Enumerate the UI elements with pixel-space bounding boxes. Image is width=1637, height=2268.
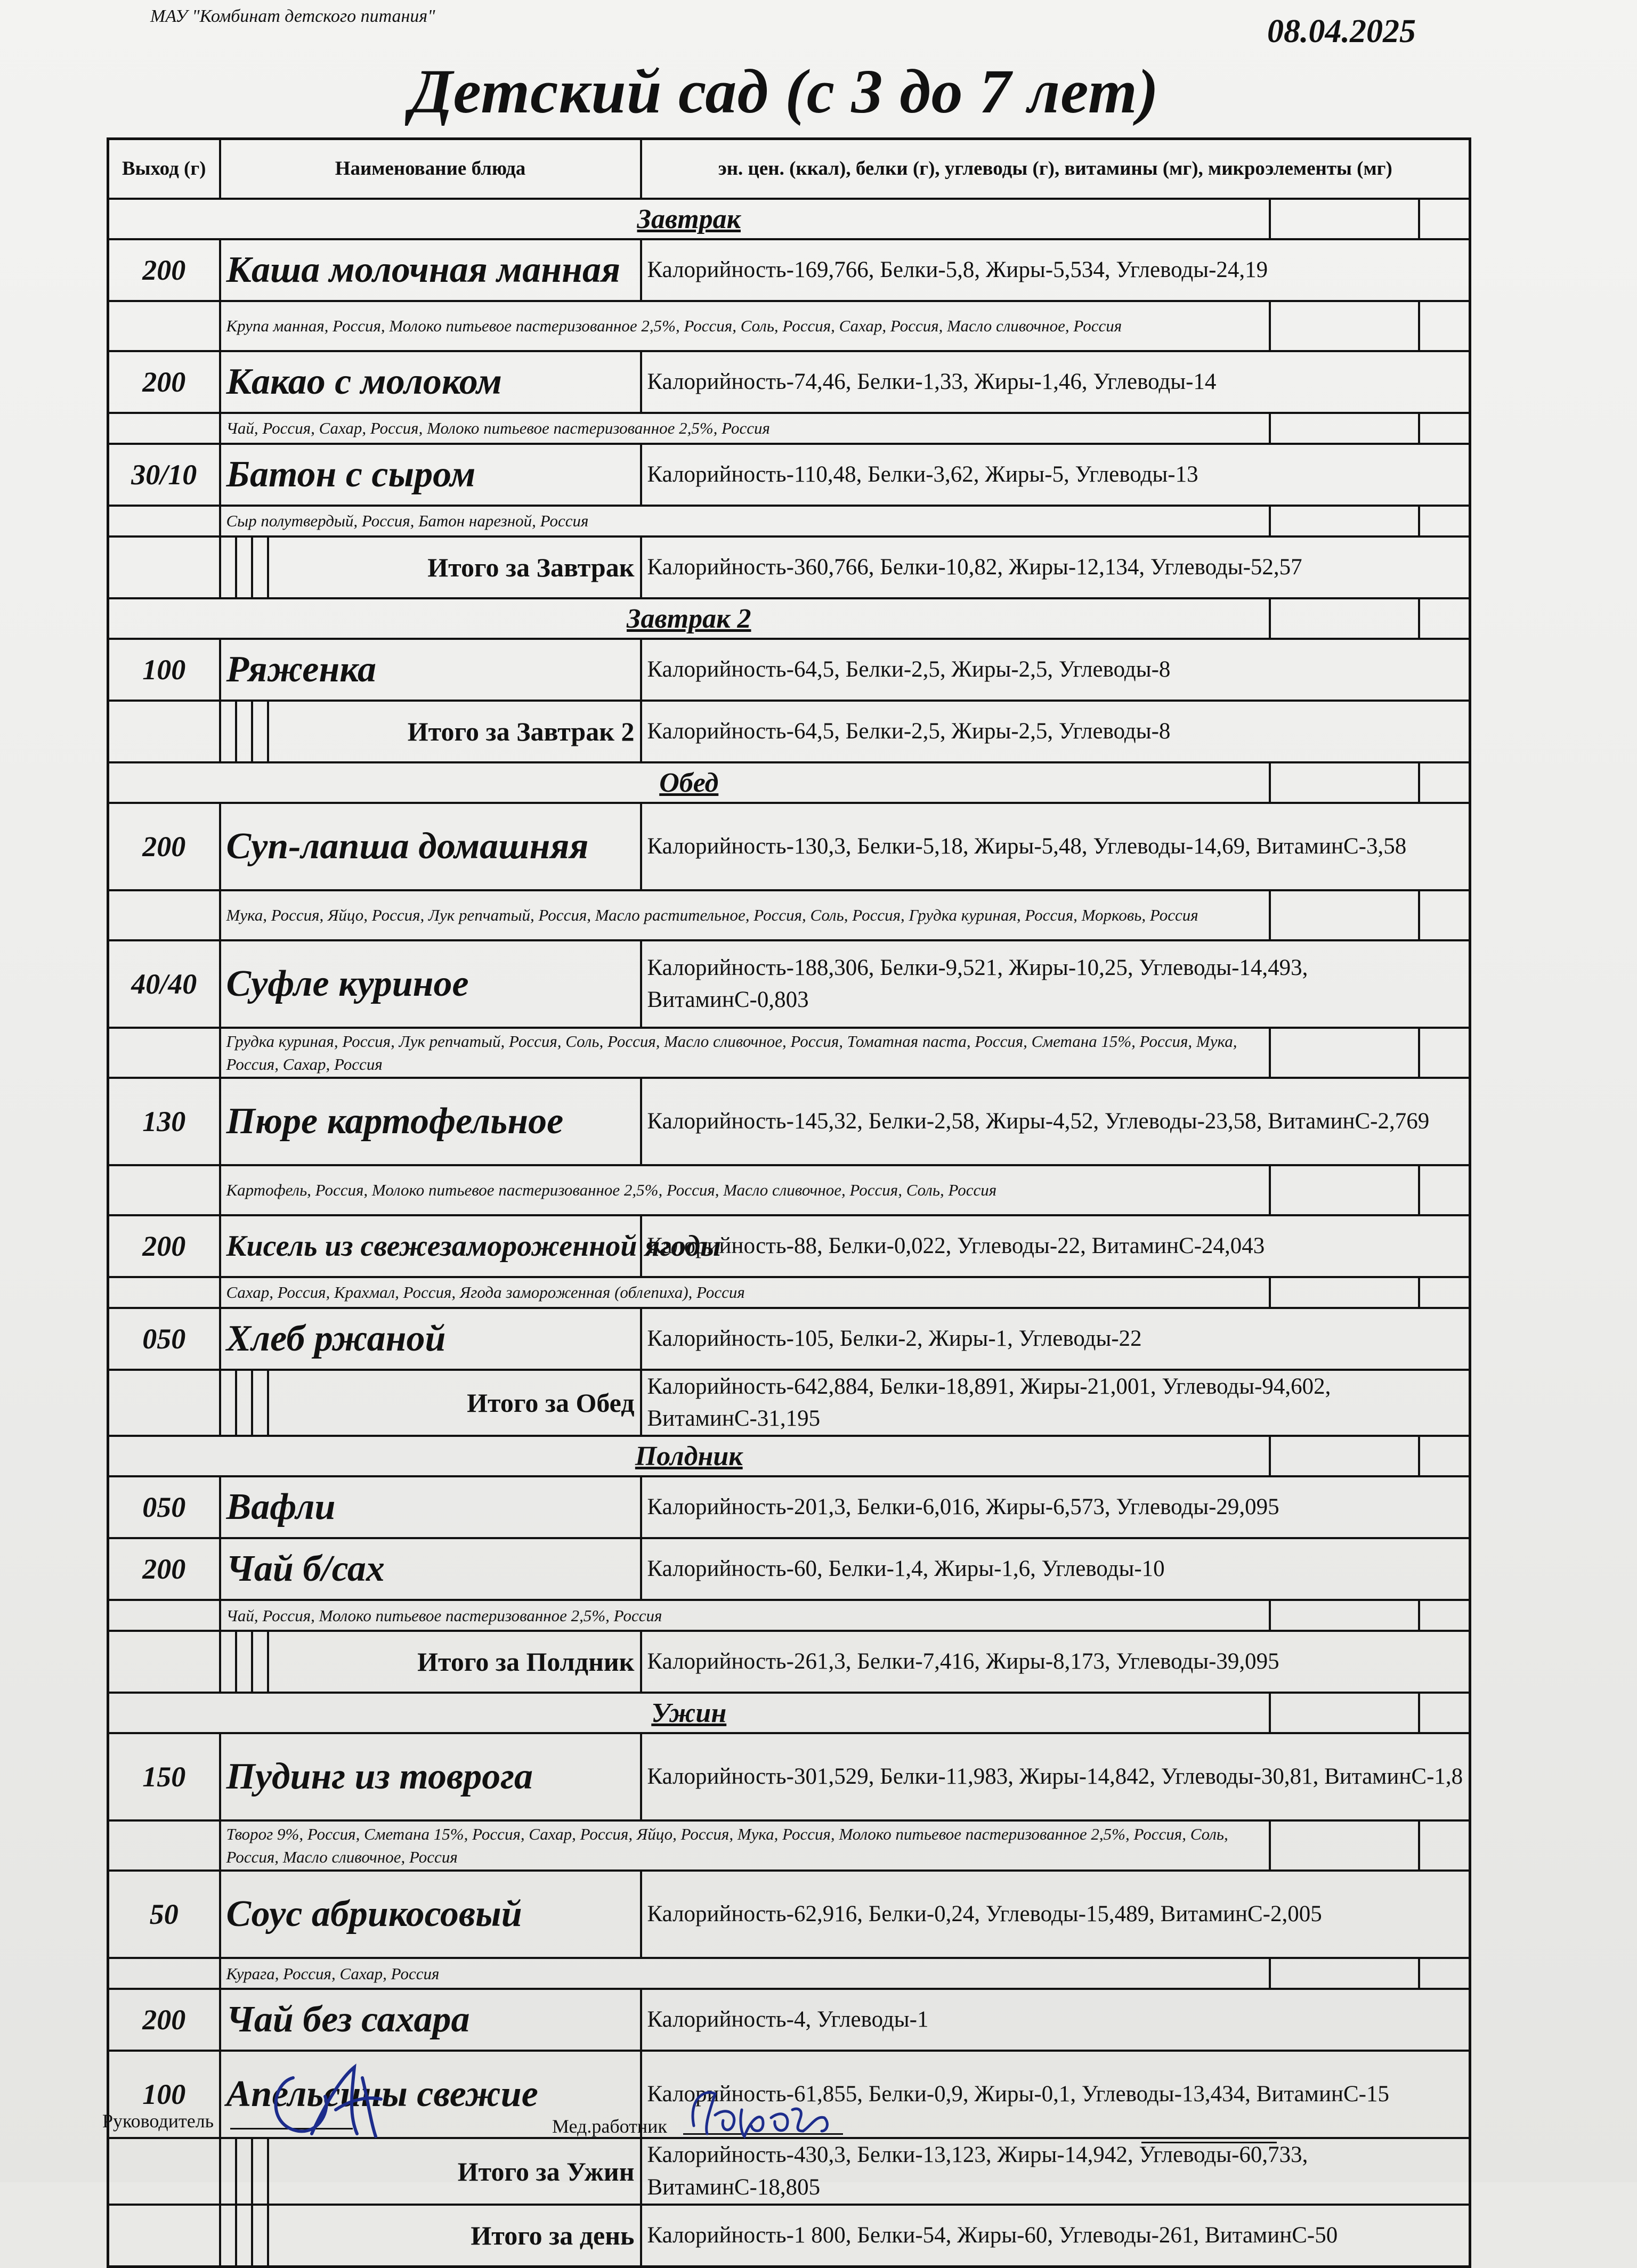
dish-row bbox=[108, 639, 1470, 701]
dish-nutrition: Калорийность-201,3, Белки-6,016, Жиры-6,573, Углеводы-29,095 bbox=[641, 1476, 1470, 1538]
dish-nutrition: Калорийность-88, Белки-0,022, Углеводы-22, ВитаминС-24,043 bbox=[641, 1215, 1470, 1277]
day-total-row bbox=[108, 2205, 1470, 2267]
column-header-row bbox=[108, 139, 1470, 199]
column-nutrition: эн. цен. (ккал), белки (г), углеводы (г), витамины (мг), микроэлементы (мг) bbox=[641, 139, 1470, 199]
empty-cell bbox=[1270, 1958, 1419, 1989]
column-output: Выход (г) bbox=[108, 139, 220, 199]
dish-quantity: 200 bbox=[108, 1215, 220, 1277]
empty-cell bbox=[1419, 1277, 1470, 1308]
dish-name: Чай б/сах bbox=[220, 1538, 641, 1600]
dish-quantity: 050 bbox=[108, 1476, 220, 1538]
dish-quantity: 200 bbox=[108, 351, 220, 413]
ingredients-row bbox=[108, 890, 1470, 940]
dish-name: Апельсины свежие bbox=[220, 2051, 641, 2138]
dish-name: Ряженка bbox=[220, 639, 641, 701]
empty-cell bbox=[108, 890, 220, 940]
empty-cell bbox=[1419, 413, 1470, 444]
empty-cell bbox=[220, 1631, 236, 1693]
dish-nutrition: Калорийность-169,766, Белки-5,8, Жиры-5,534, Углеводы-24,19 bbox=[641, 239, 1470, 301]
dish-row bbox=[108, 444, 1470, 506]
section-total-label: Итого за Завтрак 2 bbox=[268, 701, 641, 762]
section-title: Обед bbox=[108, 762, 1270, 803]
empty-cell bbox=[1270, 1028, 1419, 1078]
empty-cell bbox=[108, 301, 220, 351]
dish-name: Каша молочная манная bbox=[220, 239, 641, 301]
day-total-value: Калорийность-1 800, Белки-54, Жиры-60, Углеводы-261, ВитаминС-50 bbox=[641, 2205, 1470, 2267]
column-dish: Наименование блюда bbox=[220, 139, 641, 199]
dish-nutrition: Калорийность-4, Углеводы-1 bbox=[641, 1989, 1470, 2051]
section-total-label: Итого за Завтрак bbox=[268, 536, 641, 598]
empty-cell bbox=[236, 1370, 252, 1436]
section-total-value: Калорийность-64,5, Белки-2,5, Жиры-2,5, Углеводы-8 bbox=[641, 701, 1470, 762]
empty-cell bbox=[1270, 762, 1419, 803]
dish-row bbox=[108, 1871, 1470, 1958]
section-title: Завтрак bbox=[108, 199, 1270, 239]
section-total-row bbox=[108, 701, 1470, 762]
empty-cell bbox=[1270, 890, 1419, 940]
empty-cell bbox=[1419, 1820, 1470, 1871]
dish-row bbox=[108, 1215, 1470, 1277]
empty-cell bbox=[1419, 890, 1470, 940]
dish-ingredients: Грудка куриная, Россия, Лук репчатый, Россия, Соль, Россия, Масло сливочное, Россия, Томатная паста, Россия, Сметана 15%, Россия, Мука, Россия, Сахар, Россия bbox=[220, 1028, 1270, 1078]
dish-quantity: 050 bbox=[108, 1308, 220, 1370]
empty-cell bbox=[1419, 1958, 1470, 1989]
section-row bbox=[108, 1693, 1470, 1733]
empty-cell bbox=[1270, 506, 1419, 536]
empty-cell bbox=[1270, 1600, 1419, 1631]
director-label: Руководитель bbox=[102, 2110, 214, 2132]
section-row bbox=[108, 199, 1470, 239]
dish-name: Чай без сахара bbox=[220, 1989, 641, 2051]
empty-cell bbox=[108, 701, 220, 762]
dish-name: Суфле куриное bbox=[220, 940, 641, 1028]
empty-cell bbox=[1270, 1820, 1419, 1871]
empty-cell bbox=[1419, 1436, 1470, 1476]
empty-cell bbox=[1270, 1277, 1419, 1308]
ingredients-row bbox=[108, 1277, 1470, 1308]
dish-quantity: 150 bbox=[108, 1733, 220, 1820]
ingredients-row bbox=[108, 301, 1470, 351]
dish-row bbox=[108, 239, 1470, 301]
section-total-value: Калорийность-430,3, Белки-13,123, Жиры-14,942, Углеводы-60,733, ВитаминС-18,805 bbox=[641, 2138, 1470, 2204]
dish-name: Соус абрикосовый bbox=[220, 1871, 641, 1958]
dish-row bbox=[108, 351, 1470, 413]
dish-name: Хлеб ржаной bbox=[220, 1308, 641, 1370]
empty-cell bbox=[108, 1165, 220, 1215]
dish-quantity: 200 bbox=[108, 803, 220, 890]
empty-cell bbox=[108, 1600, 220, 1631]
dish-name: Вафли bbox=[220, 1476, 641, 1538]
empty-cell bbox=[236, 701, 252, 762]
ingredients-row bbox=[108, 1165, 1470, 1215]
dish-nutrition: Калорийность-130,3, Белки-5,18, Жиры-5,48, Углеводы-14,69, ВитаминС-3,58 bbox=[641, 803, 1470, 890]
ingredients-row bbox=[108, 1028, 1470, 1078]
empty-cell bbox=[1270, 199, 1419, 239]
empty-cell bbox=[1419, 1028, 1470, 1078]
section-total-row bbox=[108, 1370, 1470, 1436]
dish-name: Какао с молоком bbox=[220, 351, 641, 413]
section-total-value: Калорийность-261,3, Белки-7,416, Жиры-8,173, Углеводы-39,095 bbox=[641, 1631, 1470, 1693]
empty-cell bbox=[220, 701, 236, 762]
ingredients-row bbox=[108, 506, 1470, 536]
section-title: Полдник bbox=[108, 1436, 1270, 1476]
empty-cell bbox=[1419, 1693, 1470, 1733]
day-total-label: Итого за день bbox=[268, 2205, 641, 2267]
medic-signature bbox=[683, 2078, 843, 2142]
ingredients-row bbox=[108, 1958, 1470, 1989]
dish-ingredients: Мука, Россия, Яйцо, Россия, Лук репчатый, Россия, Масло растительное, Россия, Соль, Россия, Грудка куриная, Россия, Морковь, Россия bbox=[220, 890, 1270, 940]
menu-body bbox=[108, 139, 1470, 2267]
dish-nutrition: Калорийность-60, Белки-1,4, Жиры-1,6, Углеводы-10 bbox=[641, 1538, 1470, 1600]
ingredients-row bbox=[108, 1820, 1470, 1871]
dish-ingredients: Чай, Россия, Сахар, Россия, Молоко питьевое пастеризованное 2,5%, Россия bbox=[220, 413, 1270, 444]
empty-cell bbox=[1419, 506, 1470, 536]
ingredients-row bbox=[108, 1600, 1470, 1631]
empty-cell bbox=[1270, 1693, 1419, 1733]
section-total-label: Итого за Полдник bbox=[268, 1631, 641, 1693]
section-total-label: Итого за Обед bbox=[268, 1370, 641, 1436]
empty-cell bbox=[108, 1958, 220, 1989]
empty-cell bbox=[1270, 598, 1419, 639]
section-total-label: Итого за Ужин bbox=[268, 2138, 641, 2204]
signatures bbox=[0, 2046, 1637, 2182]
empty-cell bbox=[1419, 762, 1470, 803]
dish-quantity: 30/10 bbox=[108, 444, 220, 506]
dish-nutrition: Калорийность-188,306, Белки-9,521, Жиры-10,25, Углеводы-14,493, ВитаминС-0,803 bbox=[641, 940, 1470, 1028]
section-total-row bbox=[108, 1631, 1470, 1693]
section-total-value: Калорийность-360,766, Белки-10,82, Жиры-12,134, Углеводы-52,57 bbox=[641, 536, 1470, 598]
empty-cell bbox=[1419, 1600, 1470, 1631]
dish-row bbox=[108, 1476, 1470, 1538]
dish-row bbox=[108, 803, 1470, 890]
page-title: Детский сад (с 3 до 7 лет) bbox=[409, 56, 1160, 126]
dish-name: Батон с сыром bbox=[220, 444, 641, 506]
dish-name: Пудинг из товрога bbox=[220, 1733, 641, 1820]
empty-cell bbox=[1270, 413, 1419, 444]
dish-ingredients: Картофель, Россия, Молоко питьевое пастеризованное 2,5%, Россия, Масло сливочное, Россия, Соль, Россия bbox=[220, 1165, 1270, 1215]
section-total-row bbox=[108, 536, 1470, 598]
empty-cell bbox=[236, 1631, 252, 1693]
dish-ingredients: Крупа манная, Россия, Молоко питьевое пастеризованное 2,5%, Россия, Соль, Россия, Сахар, Россия, Масло сливочное, Россия bbox=[220, 301, 1270, 351]
medic-label: Мед.работник bbox=[552, 2116, 667, 2137]
dish-quantity: 200 bbox=[108, 1989, 220, 2051]
dish-ingredients: Чай, Россия, Молоко питьевое пастеризованное 2,5%, Россия bbox=[220, 1600, 1270, 1631]
empty-cell bbox=[220, 536, 236, 598]
dish-row bbox=[108, 1308, 1470, 1370]
empty-cell bbox=[236, 536, 252, 598]
section-row bbox=[108, 598, 1470, 639]
dish-nutrition: Калорийность-61,855, Белки-0,9, Жиры-0,1, Углеводы-13,434, ВитаминС-15 bbox=[641, 2051, 1470, 2138]
empty-cell bbox=[108, 1631, 220, 1693]
section-total-value: Калорийность-642,884, Белки-18,891, Жиры-21,001, Углеводы-94,602, ВитаминС-31,195 bbox=[641, 1370, 1470, 1436]
dish-nutrition: Калорийность-64,5, Белки-2,5, Жиры-2,5, Углеводы-8 bbox=[641, 639, 1470, 701]
dish-name: Пюре картофельное bbox=[220, 1078, 641, 1165]
empty-cell bbox=[108, 413, 220, 444]
empty-cell bbox=[108, 1370, 220, 1436]
empty-cell bbox=[108, 1277, 220, 1308]
dish-ingredients: Творог 9%, Россия, Сметана 15%, Россия, Сахар, Россия, Яйцо, Россия, Мука, Россия, Молоко питьевое пастеризованное 2,5%, Россия, Соль, Россия, Масло сливочное, Россия bbox=[220, 1820, 1270, 1871]
dish-row bbox=[108, 1733, 1470, 1820]
dish-nutrition: Калорийность-74,46, Белки-1,33, Жиры-1,46, Углеводы-14 bbox=[641, 351, 1470, 413]
dish-quantity: 130 bbox=[108, 1078, 220, 1165]
empty-cell bbox=[252, 536, 268, 598]
empty-cell bbox=[1270, 1165, 1419, 1215]
empty-cell bbox=[1270, 1436, 1419, 1476]
section-row bbox=[108, 762, 1470, 803]
dish-name: Суп-лапша домашняя bbox=[220, 803, 641, 890]
empty-cell bbox=[252, 1631, 268, 1693]
dish-quantity: 200 bbox=[108, 1538, 220, 1600]
empty-cell bbox=[236, 2205, 252, 2267]
dish-ingredients: Сахар, Россия, Крахмал, Россия, Ягода замороженная (облепиха), Россия bbox=[220, 1277, 1270, 1308]
organization-name: МАУ "Комбинат детского питания" bbox=[150, 6, 435, 26]
dish-quantity: 50 bbox=[108, 1871, 220, 1958]
dish-quantity: 200 bbox=[108, 239, 220, 301]
empty-cell bbox=[220, 2205, 236, 2267]
empty-cell bbox=[108, 506, 220, 536]
blank-signature-line bbox=[1141, 2142, 1277, 2143]
empty-cell bbox=[252, 2205, 268, 2267]
dish-nutrition: Калорийность-145,32, Белки-2,58, Жиры-4,52, Углеводы-23,58, ВитаминС-2,769 bbox=[641, 1078, 1470, 1165]
dish-nutrition: Калорийность-110,48, Белки-3,62, Жиры-5, Углеводы-13 bbox=[641, 444, 1470, 506]
menu-date: 08.04.2025 bbox=[1267, 13, 1416, 50]
empty-cell bbox=[1419, 199, 1470, 239]
section-title: Завтрак 2 bbox=[108, 598, 1270, 639]
dish-quantity: 100 bbox=[108, 2051, 220, 2138]
dish-quantity: 100 bbox=[108, 639, 220, 701]
dish-row bbox=[108, 1538, 1470, 1600]
empty-cell bbox=[1270, 301, 1419, 351]
empty-cell bbox=[220, 1370, 236, 1436]
dish-row bbox=[108, 1989, 1470, 2051]
empty-cell bbox=[1419, 598, 1470, 639]
empty-cell bbox=[252, 1370, 268, 1436]
section-row bbox=[108, 1436, 1470, 1476]
dish-nutrition: Калорийность-62,916, Белки-0,24, Углеводы-15,489, ВитаминС-2,005 bbox=[641, 1871, 1470, 1958]
director-signature bbox=[261, 2046, 400, 2142]
dish-nutrition: Калорийность-105, Белки-2, Жиры-1, Углеводы-22 bbox=[641, 1308, 1470, 1370]
empty-cell bbox=[108, 536, 220, 598]
empty-cell bbox=[1419, 301, 1470, 351]
section-title: Ужин bbox=[108, 1693, 1270, 1733]
dish-quantity: 40/40 bbox=[108, 940, 220, 1028]
dish-row bbox=[108, 940, 1470, 1028]
ingredients-row bbox=[108, 413, 1470, 444]
empty-cell bbox=[108, 1820, 220, 1871]
dish-name: Кисель из свежезамороженной ягоды bbox=[220, 1215, 641, 1277]
dish-nutrition: Калорийность-301,529, Белки-11,983, Жиры-14,842, Углеводы-30,81, ВитаминС-1,8 bbox=[641, 1733, 1470, 1820]
menu-table bbox=[107, 137, 1471, 2268]
empty-cell bbox=[108, 1028, 220, 1078]
dish-ingredients: Сыр полутвердый, Россия, Батон нарезной, Россия bbox=[220, 506, 1270, 536]
empty-cell bbox=[252, 701, 268, 762]
dish-ingredients: Курага, Россия, Сахар, Россия bbox=[220, 1958, 1270, 1989]
empty-cell bbox=[108, 2205, 220, 2267]
empty-cell bbox=[1419, 1165, 1470, 1215]
dish-row bbox=[108, 1078, 1470, 1165]
